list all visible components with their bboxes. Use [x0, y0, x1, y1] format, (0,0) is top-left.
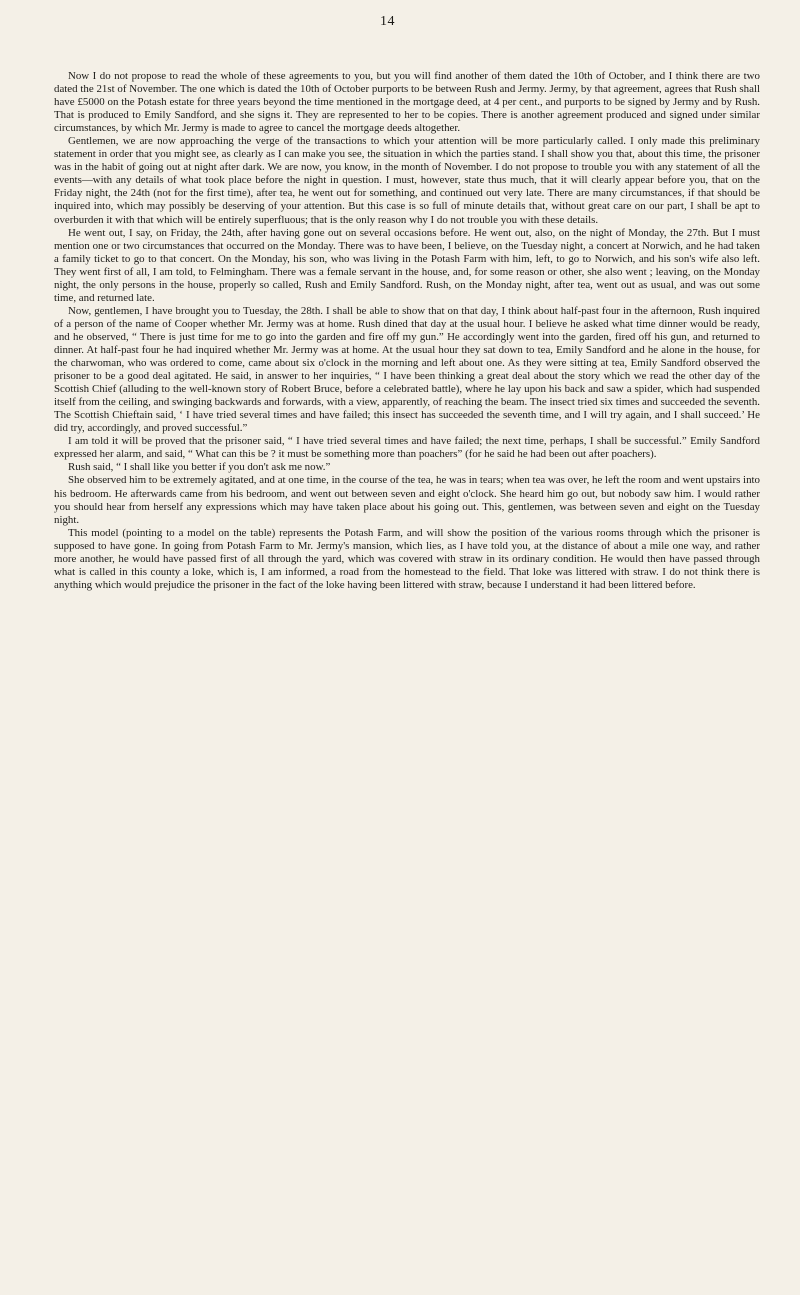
paragraph: This model (pointing to a model on the table) represents the Potash Farm, and will show the position of the various rooms through which the prisoner is supposed to have gone. In going from Potash Farm to Mr. Jermy's mansion, which lies, as I have told you, at the distance of about a mile one way, and rather more another, he would have passed first of all through the yard, which was covered with straw in its ordinary condition. He would then have passed through what is called in this county a loke, which is, I am informed, a road from the homestead to the field. That loke was littered with straw. I do not think there is anything which would prejudice the prisoner in the fact of the loke having been littered with straw, because I understand it had been littered before. — [54, 526, 760, 591]
paragraph: Rush said, “ I shall like you better if you don't ask me now.” — [68, 461, 331, 474]
page-number: 14 — [380, 14, 395, 29]
paragraph: Now, gentlemen, I have brought you to Tuesday, the 28th. I shall be able to show that on that day, I think about half-past four in the afternoon, Rush inquired of a person of the name of Cooper whether Mr. Jermy was at home. Rush dined that day at the usual hour. I believe he asked what time dinner would be ready, and he observed, “ There is just time for me to go into the garden and fire off my gun.” He accordingly went into the garden, fired off his gun, and returned to dinner. At half-past four he had inquired whether Mr. Jermy was at home. At the usual hour they sat down to tea, Emily Sandford and he alone in the house, for the charwoman, who was ordered to come, came about six o'clock in the morning and left about one. As they were sitting at tea, Emily Sandford observed the prisoner to be a good deal agitated. He said, in answer to her inquiries, “ I have been thinking a great deal about the story which we read the other day of the Scottish Chief (alluding to the well-known story of Robert Bruce, before a celebrated battle), where he lay upon his back and saw a spider, which had suspended itself from the ceiling, and swinging backwards and forwards, with a view, apparently, of reaching the beam. The insect tried six times and succeeded the seventh. The Scottish Chieftain said, ‘ I have tried several times and have failed; this insect has succeeded the seventh time, and I will try again, and I shall succeed.’ He did try, accordingly, and proved successful.” — [54, 304, 760, 435]
paragraph: I am told it will be proved that the prisoner said, “ I have tried several times and have failed; the next time, perhaps, I shall be successful.” Emily Sandford expressed her alarm, and said, “ What can this be ? it must be something more than poachers” (for he said he had been out after poachers). — [54, 435, 760, 461]
paragraph: Gentlemen, we are now approaching the verge of the transactions to which your attention will be more particularly called. I only made this preliminary statement in order that you might see, as clearly as I can make you see, the situation in which the parties stand. I shall show you that, about this time, the prisoner was in the habit of going out at night after dark. We are now, you know, in the month of November. I do not propose to trouble you with any statement of all the events—with any details of what took place before the night in question. I must, however, state thus much, that it will clearly appear before you, that on the Friday night, the 24th (not for the first time), after tea, he went out for something, and continued out very late. There are many circumstances, if that should be inquired into, which may possibly be deserving of your attention. But this case is so full of minute details that, without great care on our part, I shall be apt to overburden it with that which will be entirely superfluous; that is the only reason why I do not trouble you with these details. — [54, 135, 760, 226]
body-text — [54, 70, 760, 592]
paragraph: She observed him to be extremely agitated, and at one time, in the course of the tea, he was in tears; when tea was over, he left the room and went upstairs into his bedroom. He afterwards came from his bedroom, and went out between seven and eight o'clock. She heard him go out, but nobody saw him. I would rather you should hear from herself any expressions which may have taken place about his going out. This, gentlemen, was between seven and eight on the Tuesday night. — [54, 474, 760, 526]
paragraph: Now I do not propose to read the whole of these agreements to you, but you will find another of them dated the 10th of October, and I think there are two dated the 21st of November. The one which is dated the 10th of October purports to be between Rush and Jermy. Jermy, by that agreement, agrees that Rush shall have £5000 on the Potash estate for three years beyond the time mentioned in the mortgage deed, at 4 per cent., and purports to be signed by Jermy and by Rush. That is produced to Emily Sandford, and she signs it. They are represented to her to be copies. There is another agreement produced and signed under similar circumstances, by which Mr. Jermy is made to agree to cancel the mortgage deeds altogether. — [54, 70, 760, 135]
paragraph: He went out, I say, on Friday, the 24th, after having gone out on several occasions before. He went out, also, on the night of Monday, the 27th. But I must mention one or two circumstances that occurred on the Monday. There was to have been, I believe, on the Tuesday night, a concert at Norwich, and he had taken a family ticket to go to that concert. On the Monday, his son, who was living in the Potash Farm with him, left, to go to Norwich, and his son's wife also left. They went first of all, I am told, to Felmingham. There was a female servant in the house, and, for some reason or other, she also went ; leaving, on the Monday night, the only persons in the house, properly so called, Rush and Emily Sandford. Rush, on the Monday night, after tea, went out as usual, and was out some time, and returned late. — [54, 226, 760, 304]
